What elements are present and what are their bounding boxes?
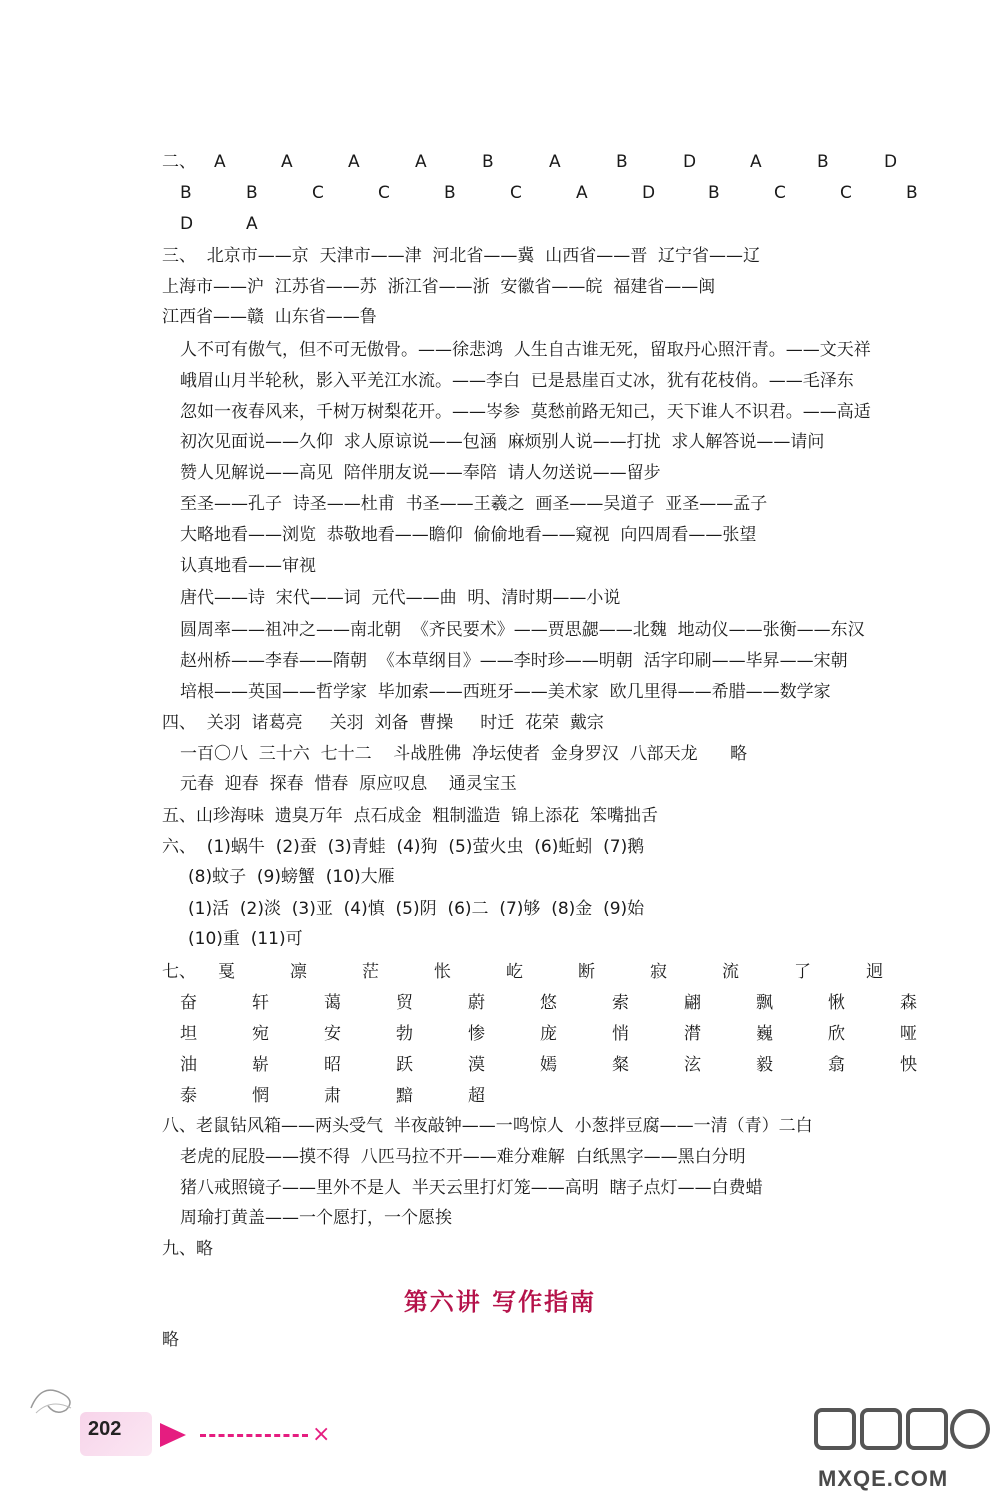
answer-cell: 奋 — [180, 993, 197, 1013]
answer-cell: 飘 — [756, 993, 773, 1013]
answer-cell: 欣 — [828, 1024, 845, 1044]
page-number: 202 — [88, 1418, 122, 1440]
answer-cell: 勃 — [396, 1024, 413, 1044]
answer-cell: D — [642, 183, 656, 203]
answer-cell: 屹 — [506, 962, 523, 982]
answer-cell: A — [750, 152, 762, 172]
answer-cell: 流 — [722, 962, 739, 982]
answer-cell: 惘 — [252, 1086, 269, 1106]
answer-cell: 迥 — [866, 962, 883, 982]
answer-cell: 嫣 — [540, 1055, 557, 1075]
answer-cell: 森 — [900, 993, 917, 1013]
answer-line: 至圣——孔子 诗圣——杜甫 书圣——王羲之 画圣——吴道子 亚圣——孟子 — [180, 494, 768, 514]
answer-cell: 潸 — [684, 1024, 701, 1044]
answer-line: 江西省——赣 山东省——鲁 — [162, 307, 377, 327]
arrow-right-icon — [160, 1423, 186, 1447]
answer-cell: B — [482, 152, 494, 172]
answer-line: 人不可有傲气，但不可无傲骨。——徐悲鸿 人生自古谁无死，留取丹心照汗青。——文天祥 — [180, 340, 871, 360]
answer-cell: C — [378, 183, 390, 203]
answer-cell: B — [444, 183, 456, 203]
answer-cell: A — [348, 152, 360, 172]
answer-cell: D — [683, 152, 697, 172]
answer-cell: B — [817, 152, 829, 172]
answer-line: 上海市——沪 江苏省——苏 浙江省——浙 安徽省——皖 福建省——闽 — [162, 277, 716, 297]
answer-line: (10)重 (11)可 — [188, 929, 303, 949]
answer-line: 老虎的屁股——摸不得 八匹马拉不开——难分难解 白纸黑字——黑白分明 — [180, 1147, 746, 1167]
answer-line: 圆周率——祖冲之——南北朝 《齐民要术》——贾思勰——北魏 地动仪——张衡——东汉 — [180, 620, 865, 640]
answer-cell: 油 — [180, 1055, 197, 1075]
answer-cell: 昭 — [324, 1055, 341, 1075]
answer-cell: 翕 — [828, 1055, 845, 1075]
answer-cell: C — [510, 183, 522, 203]
answer-cell: 泫 — [684, 1055, 701, 1075]
answer-s7-prefix: 七、 — [162, 962, 196, 982]
answer-cell: 寂 — [650, 962, 667, 982]
answer-cell: C — [774, 183, 786, 203]
answer-cell: 蔚 — [468, 993, 485, 1013]
answer-s2-prefix: 二、 — [162, 152, 196, 172]
answer-line: 认真地看——审视 — [180, 556, 316, 576]
answer-line: (8)蚊子 (9)螃蟹 (10)大雁 — [188, 867, 395, 887]
answer-cell: A — [549, 152, 561, 172]
answer-line: 八、老鼠钻风箱——两头受气 半夜敲钟——一鸣惊人 小葱拌豆腐——一清（青）二白 — [162, 1116, 813, 1136]
answer-cell: D — [884, 152, 898, 172]
answer-line: 培根——英国——哲学家 毕加索——西班牙——美术家 欧几里得——希腊——数学家 — [180, 682, 831, 702]
answer-line: 初次见面说——久仰 求人原谅说——包涵 麻烦别人说——打扰 求人解答说——请问 — [180, 432, 825, 452]
answer-cell: 肃 — [324, 1086, 341, 1106]
answer-cell: 崭 — [252, 1055, 269, 1075]
answer-cell: 超 — [468, 1086, 485, 1106]
answer-cell: 庞 — [540, 1024, 557, 1044]
answer-cell: A — [214, 152, 226, 172]
answer-cell: 悄 — [612, 1024, 629, 1044]
x-mark-icon: × — [312, 1422, 331, 1447]
answer-cell: 怏 — [900, 1055, 917, 1075]
answer-cell: B — [246, 183, 258, 203]
answer-line: 一百〇八 三十六 七十二 斗战胜佛 净坛使者 金身罗汉 八部天龙 略 — [180, 744, 748, 764]
answer-cell: C — [312, 183, 324, 203]
swirl-decoration-icon — [26, 1378, 86, 1418]
answer-line: 唐代——诗 宋代——词 元代——曲 明、清时期——小说 — [180, 588, 621, 608]
answer-line: 五、山珍海味 遗臭万年 点石成金 粗制滥造 锦上添花 笨嘴拙舌 — [162, 806, 659, 826]
answer-cell: 蔼 — [324, 993, 341, 1013]
answer-line: 大略地看——浏览 恭敬地看——瞻仰 偷偷地看——窥视 向四周看——张望 — [180, 525, 757, 545]
answer-cell: 愀 — [828, 993, 845, 1013]
section-body: 略 — [162, 1330, 179, 1350]
answer-cell: 悠 — [540, 993, 557, 1013]
answer-cell: B — [180, 183, 192, 203]
answer-cell: 惨 — [468, 1024, 485, 1044]
answer-cell: 凛 — [290, 962, 307, 982]
answer-line: 四、 关羽 诸葛亮 关羽 刘备 曹操 时迁 花荣 戴宗 — [162, 713, 604, 733]
answer-cell: 泰 — [180, 1086, 197, 1106]
answer-cell: 宛 — [252, 1024, 269, 1044]
answer-cell: 翩 — [684, 993, 701, 1013]
answer-line: 猪八戒照镜子——里外不是人 半天云里打灯笼——高明 瞎子点灯——白费蜡 — [180, 1178, 763, 1198]
answer-cell: 了 — [794, 962, 811, 982]
answer-cell: 跃 — [396, 1055, 413, 1075]
answer-cell: A — [576, 183, 588, 203]
answer-line: 峨眉山月半轮秋，影入平羌江水流。——李白 已是悬崖百丈冰，犹有花枝俏。——毛泽东 — [180, 371, 854, 391]
answer-line: 九、略 — [162, 1239, 213, 1259]
dashed-line — [200, 1434, 308, 1437]
answer-cell: A — [281, 152, 293, 172]
answer-line: 周瑜打黄盖——一个愿打，一个愿挨 — [180, 1208, 452, 1228]
answer-line: 元春 迎春 探春 惜春 原应叹息 通灵宝玉 — [180, 774, 517, 794]
answer-line: 三、 北京市——京 天津市——津 河北省——冀 山西省——晋 辽宁省——辽 — [162, 246, 761, 266]
watermark-text: MXQE.COM — [818, 1466, 949, 1491]
answer-cell: 粲 — [612, 1055, 629, 1075]
answer-cell: 毅 — [756, 1055, 773, 1075]
answer-cell: 巍 — [756, 1024, 773, 1044]
answer-cell: 怅 — [434, 962, 451, 982]
answer-cell: 哑 — [900, 1024, 917, 1044]
answer-cell: B — [616, 152, 628, 172]
answer-cell: 断 — [578, 962, 595, 982]
answer-cell: 茫 — [362, 962, 379, 982]
answer-cell: A — [415, 152, 427, 172]
answer-cell: D — [180, 214, 194, 234]
answer-cell: C — [840, 183, 852, 203]
answer-cell: 黯 — [396, 1086, 413, 1106]
section-heading: 第六讲 写作指南 — [403, 1287, 597, 1316]
answer-cell: 索 — [612, 993, 629, 1013]
answer-cell: 安 — [324, 1024, 341, 1044]
answer-cell: 坦 — [180, 1024, 197, 1044]
answer-line: (1)活 (2)淡 (3)亚 (4)慎 (5)阴 (6)二 (7)够 (8)金 (9)始 — [188, 899, 645, 919]
answer-line: 赞人见解说——高见 陪伴朋友说——奉陪 请人勿送说——留步 — [180, 463, 661, 483]
answer-cell: 轩 — [252, 993, 269, 1013]
answer-cell: B — [906, 183, 918, 203]
answer-cell: B — [708, 183, 720, 203]
answer-cell: 漠 — [468, 1055, 485, 1075]
answer-line: 六、 (1)蜗牛 (2)蚕 (3)青蛙 (4)狗 (5)萤火虫 (6)蚯蚓 (7)鹅 — [162, 837, 645, 857]
answer-line: 忽如一夜春风来，千树万树梨花开。——岑参 莫愁前路无知己，天下谁人不识君。——高适 — [180, 402, 871, 422]
answer-cell: 贸 — [396, 993, 413, 1013]
answer-line: 赵州桥——李春——隋朝 《本草纲目》——李时珍——明朝 活字印刷——毕昇——宋朝 — [180, 651, 848, 671]
answer-cell: A — [246, 214, 258, 234]
answer-cell: 戛 — [218, 962, 235, 982]
